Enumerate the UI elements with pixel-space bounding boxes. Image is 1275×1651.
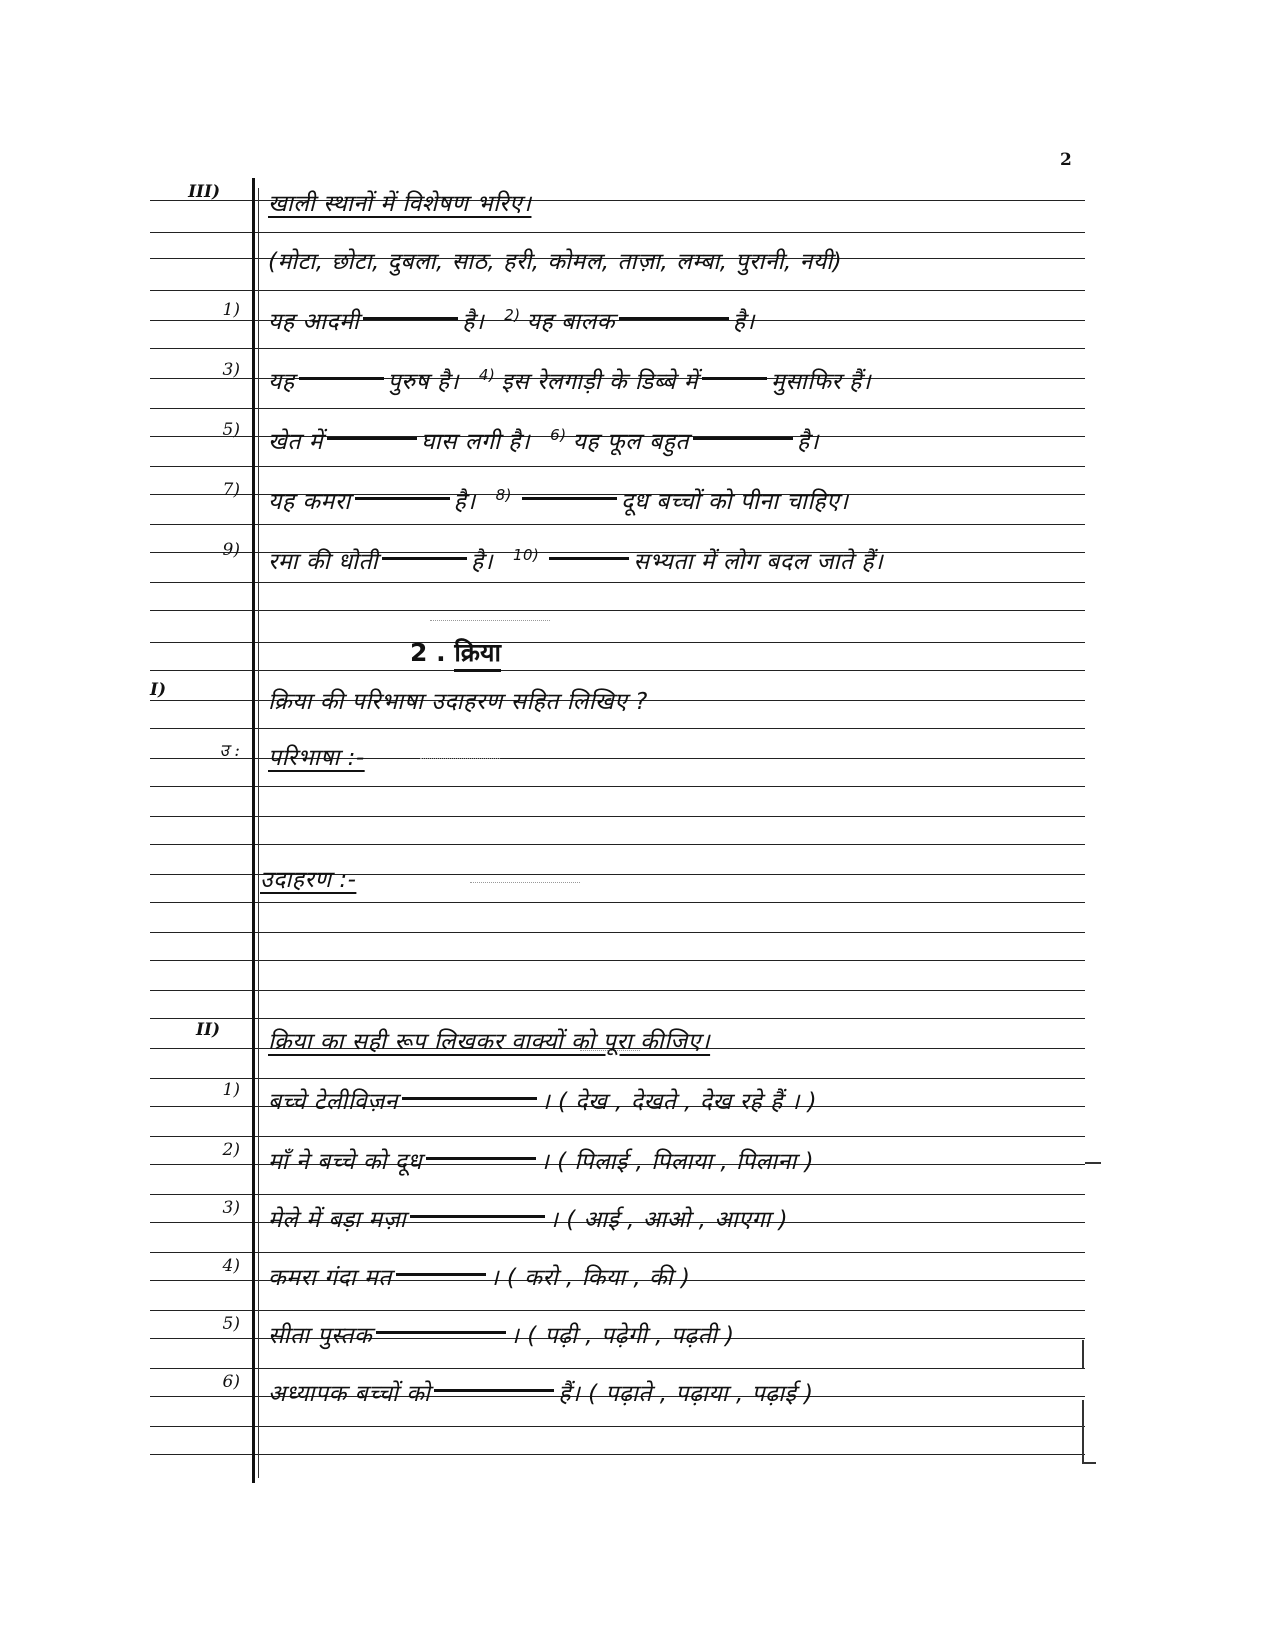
question-number: 2) [222,1140,240,1160]
question-number: 5) [222,420,240,440]
answer-blank[interactable] [434,1389,554,1392]
faint-mark [430,620,550,621]
answer-blank[interactable] [410,1215,545,1218]
question-text: अध्यापक बच्चों को [268,1381,431,1407]
question-text: इस रेलगाड़ी के डिब्बे में [501,369,698,395]
question-text: है। [797,429,819,455]
question-text: यह कमरा [268,489,351,515]
question-number: 9) [222,540,240,560]
question-text: मुसाफिर हैं। [771,369,872,395]
margin-line-inner [258,188,259,1478]
question-number: 3) [222,1198,240,1218]
choice-options: । ( देख , देखते , देख रहे हैं । ) [540,1089,818,1115]
question-line [268,1202,788,1234]
answer-blank[interactable] [619,317,729,320]
faint-mark [420,758,500,759]
faint-mark [470,882,580,883]
choice-options: । ( आई , आओ , आएगा ) [549,1207,789,1233]
choice-options: । ( पिलाई , पिलाया , पिलाना ) [540,1149,815,1175]
question-text: सीता पुस्तक [268,1323,373,1349]
question-line [268,544,883,576]
question-text: रमा की धोती [268,549,379,575]
choice-options: । ( करो , किया , की ) [489,1265,691,1291]
question-text: यह फूल बहुत [572,429,690,455]
question-text: खेत में [268,429,323,455]
example-label: उदाहरण :- [260,867,357,893]
question-text: माँ ने बच्चे को दूध [268,1149,423,1175]
section-heading [410,635,501,669]
section-number: 2 . [410,638,446,667]
question-line [268,1260,690,1292]
question-text: है। [732,309,755,335]
question-text: क्रिया की परिभाषा उदाहरण सहित लिखिए ? [268,689,648,715]
right-edge-mark [1082,1462,1096,1464]
question-text: सभ्यता में लोग बदल जाते हैं। [633,549,884,575]
answer-blank[interactable] [327,437,417,440]
question-line [268,1144,814,1176]
question-text: घास लगी है। [421,429,531,455]
right-edge-mark [1085,1162,1101,1164]
question-text: पुरुष है। [387,369,459,395]
question-text: है। [462,309,485,335]
question-line [268,1084,817,1116]
answer-blank[interactable] [363,317,458,320]
margin-line [252,178,255,1483]
question-marker: I) [150,680,166,700]
section-marker: II) [196,1020,220,1040]
instruction-text: खाली स्थानों में विशेषण भरिए। [268,191,532,217]
question-line [268,304,755,336]
question-text: यह [268,369,295,395]
question-line [268,1318,735,1350]
question-number: 4) [478,366,496,385]
question-number: 7) [222,480,240,500]
choice-options: हैं। ( पढ़ाते , पढ़ाया , पढ़ाई ) [558,1381,814,1407]
question-text: यह आदमी [268,309,360,335]
question-number: 10) [512,546,540,565]
answer-blank[interactable] [426,1157,536,1160]
answer-blank[interactable] [382,557,467,560]
question-text: दूध बच्चों को पीना चाहिए। [621,489,849,515]
question-number: 3) [222,360,240,380]
answer-marker: उ : [219,741,240,761]
question-number: 2) [504,306,521,325]
question-number: 6) [550,426,567,445]
choice-options: । ( पढ़ी , पढ़ेगी , पढ़ती ) [510,1323,735,1349]
section-marker: III) [188,182,220,202]
word-options: (मोटा, छोटा, दुबला, साठ, हरी, कोमल, ताज़ा, लम्बा, पुरानी, नयी) [268,249,843,275]
instruction-text: क्रिया का सही रूप लिखकर वाक्यों को पूरा कीजिए। [268,1029,711,1055]
section-title: क्रिया [454,638,501,672]
question-number: 4) [222,1256,240,1276]
answer-blank[interactable] [549,557,629,560]
question-text: है। [453,489,476,515]
answer-blank[interactable] [355,497,450,500]
right-edge-mark [1082,1340,1084,1368]
page-number: 2 [1060,150,1072,170]
question-text: कमरा गंदा मत [268,1265,392,1291]
answer-blank[interactable] [376,1331,506,1334]
question-number: 6) [222,1372,240,1392]
question-number: 1) [222,1080,240,1100]
question-text: मेले में बड़ा मज़ा [268,1207,407,1233]
question-text: बच्चे टेलीविज़न [268,1089,398,1115]
right-edge-mark [1082,1400,1084,1462]
question-text: यह बालक [526,309,615,335]
question-line [268,364,871,396]
question-number: 8) [495,486,512,505]
question-line [268,424,819,456]
question-text: है। [471,549,493,575]
answer-blank[interactable] [522,497,617,500]
question-number: 5) [222,1314,240,1334]
answer-blank[interactable] [702,377,767,380]
answer-blank[interactable] [299,377,384,380]
answer-blank[interactable] [396,1273,486,1276]
question-line [268,484,849,516]
answer-blank[interactable] [693,437,793,440]
question-number: 1) [222,300,240,320]
answer-blank[interactable] [402,1097,537,1100]
question-line [268,1376,814,1408]
definition-label: परिभाषा :- [268,745,365,771]
